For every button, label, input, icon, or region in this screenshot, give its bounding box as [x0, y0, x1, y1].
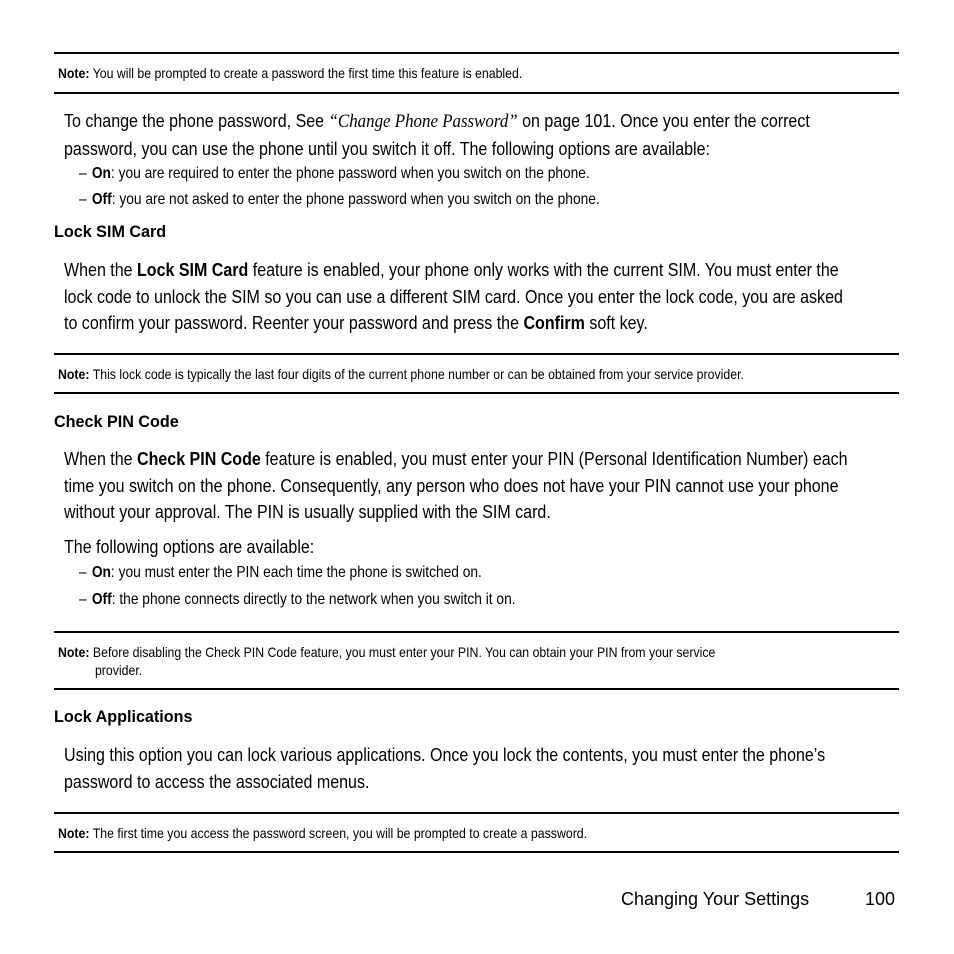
note-rule-bottom	[54, 851, 899, 853]
note-label: Note:	[58, 65, 90, 81]
para-text: feature is enabled, you must enter your PIN (Personal Identification Number) each	[260, 449, 848, 469]
feature-term: Lock SIM Card	[137, 260, 249, 280]
options-intro	[64, 534, 901, 561]
note-4	[58, 824, 788, 842]
lock-sim-paragraph	[64, 257, 901, 337]
para-line	[64, 310, 901, 337]
para-text: When the	[64, 260, 138, 280]
note-rule-top	[54, 353, 899, 355]
intro-line-2: password, you can use the phone until you switch it off. The following options are available:	[64, 138, 710, 159]
intro-paragraph	[64, 108, 901, 162]
list-item	[79, 190, 600, 210]
para-text: When the	[64, 449, 138, 469]
note-line: provider.	[94, 662, 143, 678]
option-term: On	[91, 165, 111, 182]
note-text: You will be prompted to create a password the first time this feature is enabled.	[92, 65, 523, 81]
para-line: lock code to unlock the SIM so you can use a different SIM card. Once you enter the lock code, you are asked	[64, 286, 843, 307]
note-1	[58, 64, 788, 82]
page-number: 100	[865, 889, 896, 909]
para-line	[64, 446, 901, 473]
dash-bullet: –	[79, 165, 87, 182]
intro-text: on page 101. Once you enter the correct	[517, 111, 810, 131]
list-item	[79, 164, 590, 184]
option-term: Off	[91, 591, 112, 608]
section-heading-lock-apps: Lock Applications	[54, 707, 193, 726]
note-rule-bottom	[54, 688, 899, 690]
para-line: password to access the associated menus.	[64, 771, 370, 792]
note-text: This lock code is typically the last four digits of the current phone number or can be obtained from your service provider.	[92, 366, 744, 382]
para-line: Using this option you can lock various applications. Once you lock the contents, you must enter the phone’s	[64, 745, 826, 765]
section-heading-lock-sim: Lock SIM Card	[54, 222, 167, 241]
feature-term: Check PIN Code	[137, 449, 261, 469]
para-line: time you switch on the phone. Consequently, any person who does not have your PIN cannot use your phone	[64, 475, 839, 496]
option-term: Off	[91, 191, 112, 208]
dash-bullet: –	[79, 191, 87, 208]
list-item	[79, 563, 482, 583]
note-label: Note:	[58, 644, 90, 660]
para-text: to confirm your password. Reenter your password and press the	[64, 313, 524, 333]
footer-section-title: Changing Your Settings	[621, 889, 810, 909]
para-line: without your approval. The PIN is usually supplied with the SIM card.	[64, 502, 551, 522]
note-text: The first time you access the password screen, you will be prompted to create a password.	[92, 825, 588, 841]
note-3	[58, 643, 868, 679]
option-text: : the phone connects directly to the network when you switch it on.	[111, 591, 516, 608]
lock-apps-paragraph	[64, 742, 901, 795]
note-rule-top	[54, 52, 899, 54]
cross-reference-link[interactable]: “Change Phone Password”	[328, 111, 518, 132]
note-line	[58, 643, 868, 661]
note-2	[58, 365, 788, 383]
para-text: feature is enabled, your phone only works with the current SIM. You must enter the	[248, 260, 839, 280]
list-item	[79, 590, 516, 610]
intro-line-1	[64, 108, 901, 136]
note-label: Note:	[58, 366, 90, 382]
dash-bullet: –	[79, 591, 87, 608]
note-text: Before disabling the Check PIN Code feature, you must enter your PIN. You can obtain your PIN from your service	[92, 644, 716, 660]
note-rule-top	[54, 812, 899, 814]
note-rule-bottom	[54, 92, 899, 94]
option-text: : you must enter the PIN each time the phone is switched on.	[110, 564, 482, 581]
note-rule-bottom	[54, 392, 899, 394]
note-label: Note:	[58, 825, 90, 841]
para-text: soft key.	[584, 313, 648, 333]
note-rule-top	[54, 631, 899, 633]
option-term: On	[91, 564, 111, 581]
option-text: : you are required to enter the phone password when you switch on the phone.	[110, 165, 590, 182]
para-line: The following options are available:	[64, 537, 315, 557]
intro-text: To change the phone password, See	[64, 111, 329, 131]
option-text: : you are not asked to enter the phone password when you switch on the phone.	[111, 191, 600, 208]
para-line	[64, 257, 901, 284]
section-heading-check-pin: Check PIN Code	[54, 412, 179, 431]
soft-key-term: Confirm	[523, 313, 585, 333]
dash-bullet: –	[79, 564, 87, 581]
check-pin-paragraph	[64, 446, 901, 526]
